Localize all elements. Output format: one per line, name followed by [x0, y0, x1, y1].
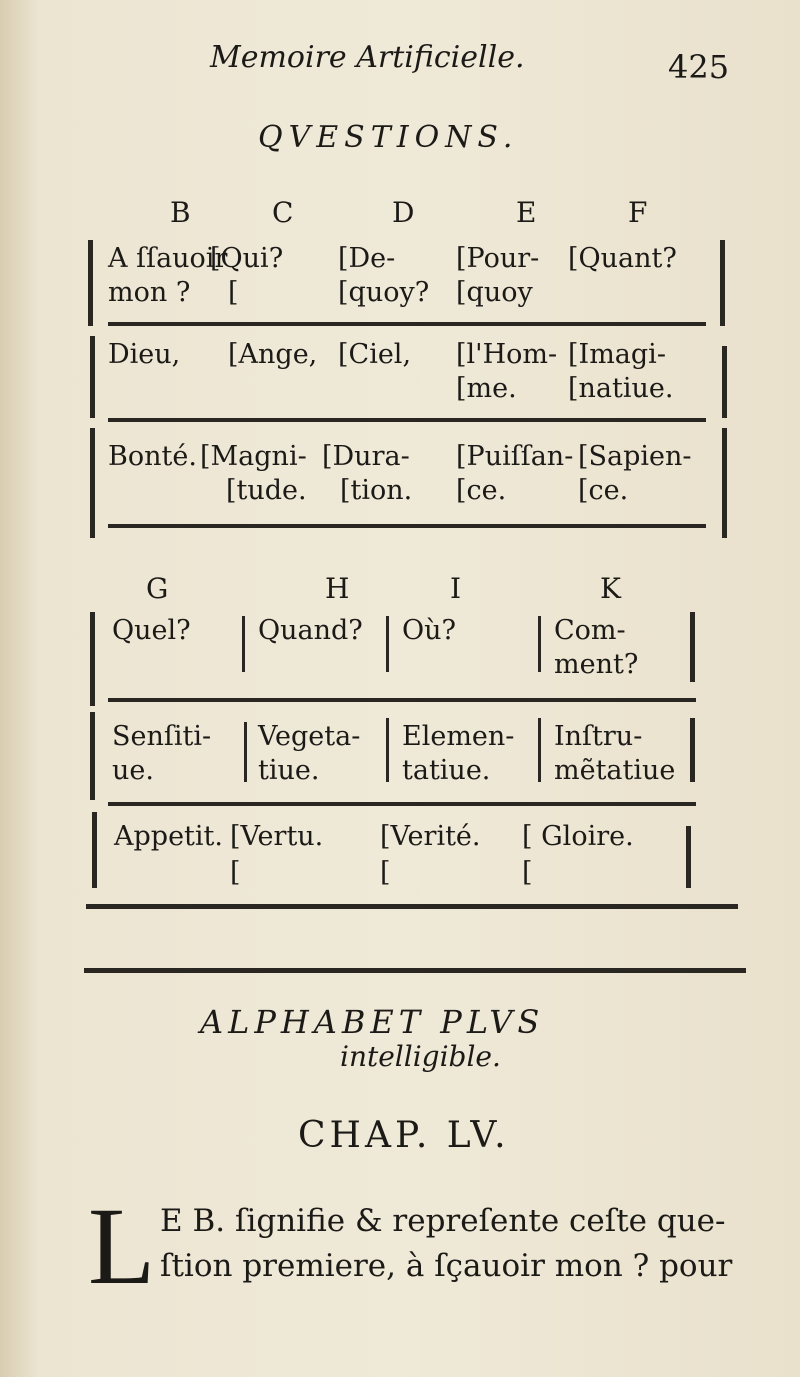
table-cell: [Ange, [228, 339, 318, 370]
column-letter: D [392, 196, 415, 229]
table-cell: Senſiti- [112, 721, 212, 752]
table-bracket [686, 826, 691, 888]
table-bracket [88, 240, 93, 326]
column-letter: C [272, 196, 294, 229]
column-divider [538, 718, 541, 782]
table-rule [108, 418, 706, 422]
table-cell: [Ciel, [338, 339, 412, 370]
table-cell: Vegeta- [258, 721, 361, 752]
table-cell: [Qui? [210, 243, 284, 274]
column-divider [242, 616, 245, 672]
column-letter: H [325, 572, 350, 605]
body-text-line: E B. ſignifie & repreſente ceſte que- [160, 1203, 726, 1239]
table-cell: [tude. [226, 475, 307, 506]
column-letter: K [600, 572, 621, 605]
section-title: ALPHABET PLVS [200, 1003, 545, 1041]
table-cell: A ſſauoir [108, 243, 228, 274]
table-cell: mon ? [108, 277, 191, 308]
table-cell: Quel? [112, 615, 191, 646]
table-cell: Appetit. [114, 821, 223, 852]
table-bracket [722, 346, 727, 418]
table-rule [86, 904, 738, 909]
table-rule [108, 698, 696, 702]
table-rule [108, 524, 706, 528]
table-cell: [Vertu. [230, 821, 324, 852]
table-cell: [ [522, 857, 533, 888]
table-cell: [ce. [578, 475, 629, 506]
table-cell: Bonté. [108, 441, 197, 472]
chapter-heading: CHAP. LV. [298, 1115, 510, 1156]
table-bracket [90, 712, 95, 800]
table-cell: [Pour- [456, 243, 540, 274]
page-number: 425 [668, 48, 730, 86]
table-cell: [Quant? [568, 243, 677, 274]
drop-cap: L [88, 1185, 156, 1307]
table-bracket [90, 612, 95, 706]
table-bracket [722, 428, 727, 538]
table-cell: [Imagi- [568, 339, 666, 370]
table-bracket [92, 812, 97, 888]
table-cell: Dieu, [108, 339, 181, 370]
body-text-line: ſtion premiere, à ſçauoir mon ? pour [160, 1248, 733, 1284]
section-subtitle: intelligible. [340, 1040, 501, 1073]
section-rule [84, 968, 746, 973]
column-letter: F [628, 196, 648, 229]
column-divider [386, 718, 389, 782]
table-cell: [tion. [340, 475, 413, 506]
table-cell: [quoy [456, 277, 533, 308]
table-cell: ment? [554, 649, 639, 680]
table-bracket [690, 718, 695, 782]
table-cell: mẽtatiue [554, 755, 676, 786]
column-letter: G [146, 572, 169, 605]
column-divider [244, 722, 247, 782]
column-letter: B [170, 196, 191, 229]
table-cell: tatiue. [402, 755, 491, 786]
table-cell: Com- [554, 615, 626, 646]
table-cell: [ce. [456, 475, 507, 506]
table-cell: [natiue. [568, 373, 674, 404]
table-bracket [690, 612, 695, 682]
column-divider [538, 616, 541, 672]
table-cell: tiue. [258, 755, 320, 786]
table-cell: [ [228, 277, 239, 308]
column-divider [386, 616, 389, 672]
table-cell: [De- [338, 243, 396, 274]
table-cell: [Dura- [322, 441, 410, 472]
table-rule [108, 802, 696, 806]
table-cell: Quand? [258, 615, 363, 646]
table-rule [108, 322, 706, 326]
table-cell: Où? [402, 615, 456, 646]
table-cell: Inſtru- [554, 721, 643, 752]
table-cell: [Magni- [200, 441, 307, 472]
table-cell: [l'Hom- [456, 339, 558, 370]
column-letter: E [516, 196, 537, 229]
table-cell: [Sapien- [578, 441, 692, 472]
table-cell: ue. [112, 755, 154, 786]
column-letter: I [450, 572, 462, 605]
questions-heading: QVESTIONS. [258, 120, 519, 155]
table-cell: [quoy? [338, 277, 430, 308]
table-cell: Elemen- [402, 721, 515, 752]
table-cell: [ Gloire. [522, 821, 634, 852]
table-bracket [90, 336, 95, 418]
table-cell: [ [380, 857, 391, 888]
table-cell: [ [230, 857, 241, 888]
running-header: Memoire Artificielle. [210, 40, 525, 75]
table-cell: [Verité. [380, 821, 481, 852]
table-bracket [720, 240, 725, 326]
table-cell: [Puiſſan- [456, 441, 574, 472]
table-cell: [me. [456, 373, 517, 404]
table-bracket [90, 428, 95, 538]
